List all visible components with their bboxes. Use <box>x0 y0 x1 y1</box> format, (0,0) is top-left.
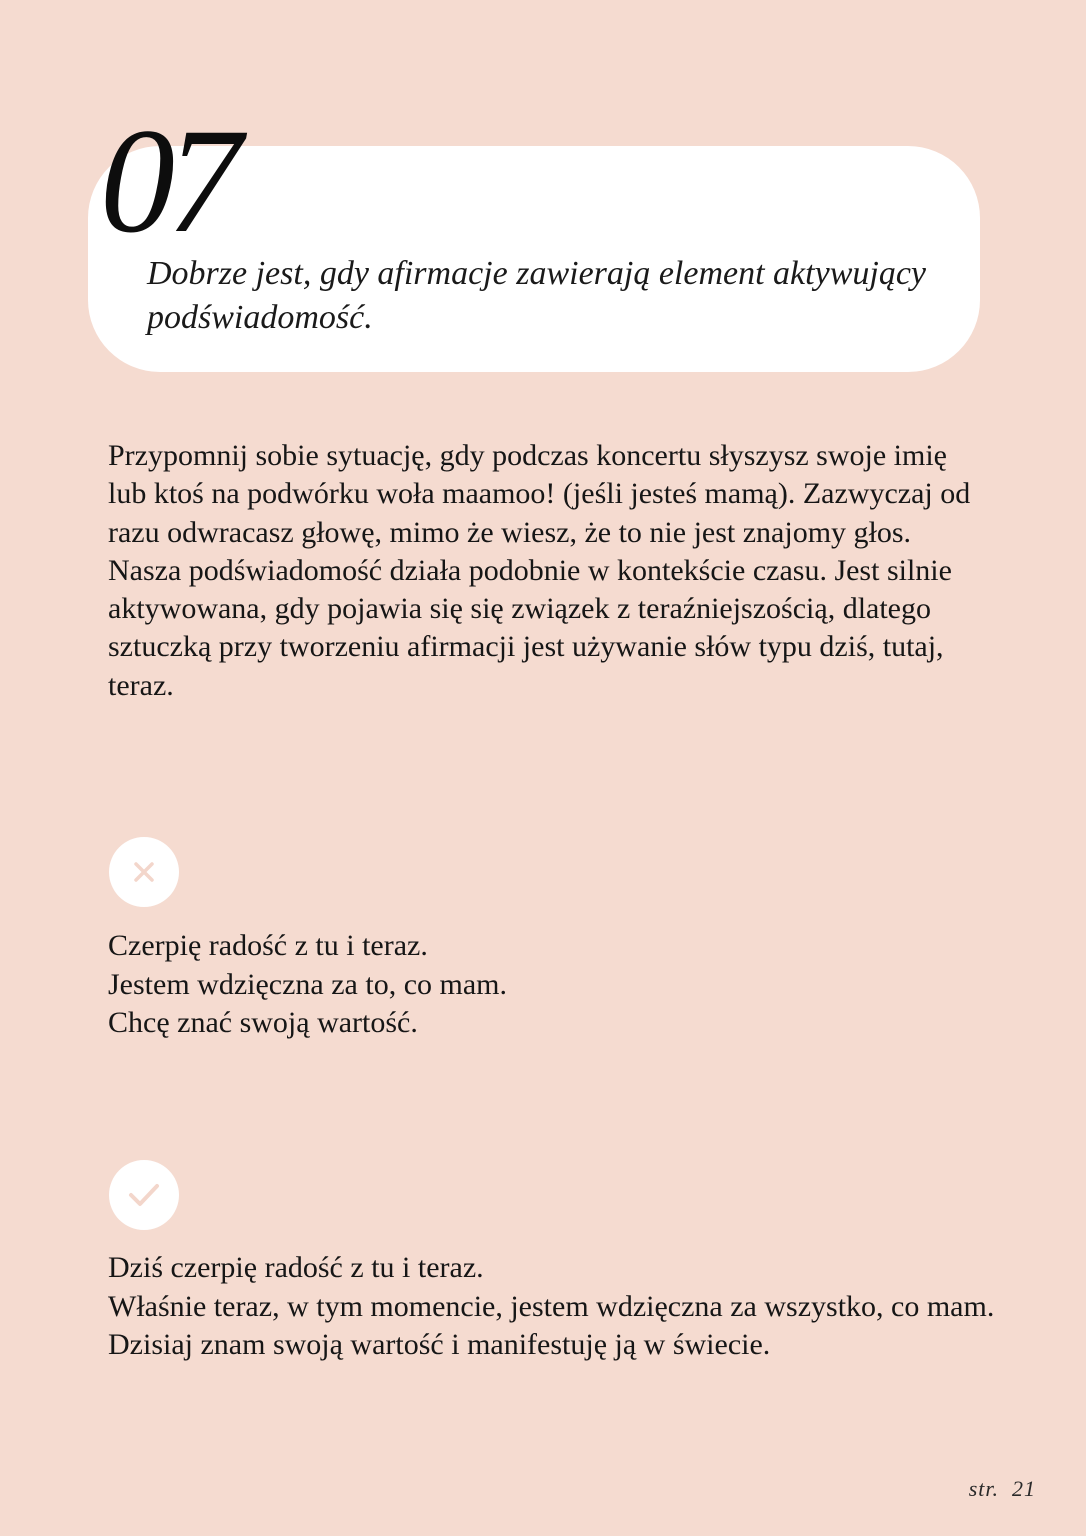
check-icon <box>109 1160 179 1230</box>
right-examples-list <box>108 1249 1008 1365</box>
right-example-line: Dzisiaj znam swoją wartość i manifestuję ją w świecie. <box>108 1328 771 1361</box>
wrong-example-line: Jestem wdzięczna za to, co mam. <box>108 967 507 1001</box>
wrong-examples-list <box>108 927 1008 1043</box>
page-number: str. 21 <box>968 1476 1036 1501</box>
right-example-badge <box>109 1160 179 1230</box>
section-heading: Dobrze jest, gdy afirmacje zawierają element aktywujący podświadomość. <box>147 255 926 336</box>
wrong-example-line: Czerpię radość z tu i teraz. <box>108 929 428 962</box>
right-example-line: Właśnie teraz, w tym momencie, jestem wdzięczna za wszystko, co mam. <box>108 1289 995 1323</box>
right-example-line: Dziś czerpię radość z tu i teraz. <box>108 1251 484 1284</box>
wrong-example-badge <box>109 837 179 907</box>
wrong-example-line: Chcę znać swoją wartość. <box>108 1006 418 1039</box>
x-icon <box>109 837 179 907</box>
section-number: 07 <box>100 98 234 264</box>
intro-paragraph: Przypomnij sobie sytuację, gdy podczas koncertu słyszysz swoje imię lub ktoś na podwórku woła maamoo! (jeśli jesteś mamą). Zazwyczaj od razu odwracasz głowę, mimo że wiesz, że to nie jest znajomy głos. Nasza podświadomość działa podobnie w kontekście czasu. Jest silnie aktywowana, gdy pojawia się się związek z teraźniejszością, dlatego sztuczką przy tworzeniu afirmacji jest używanie słów typu dziś, tutaj, teraz. <box>108 439 971 702</box>
